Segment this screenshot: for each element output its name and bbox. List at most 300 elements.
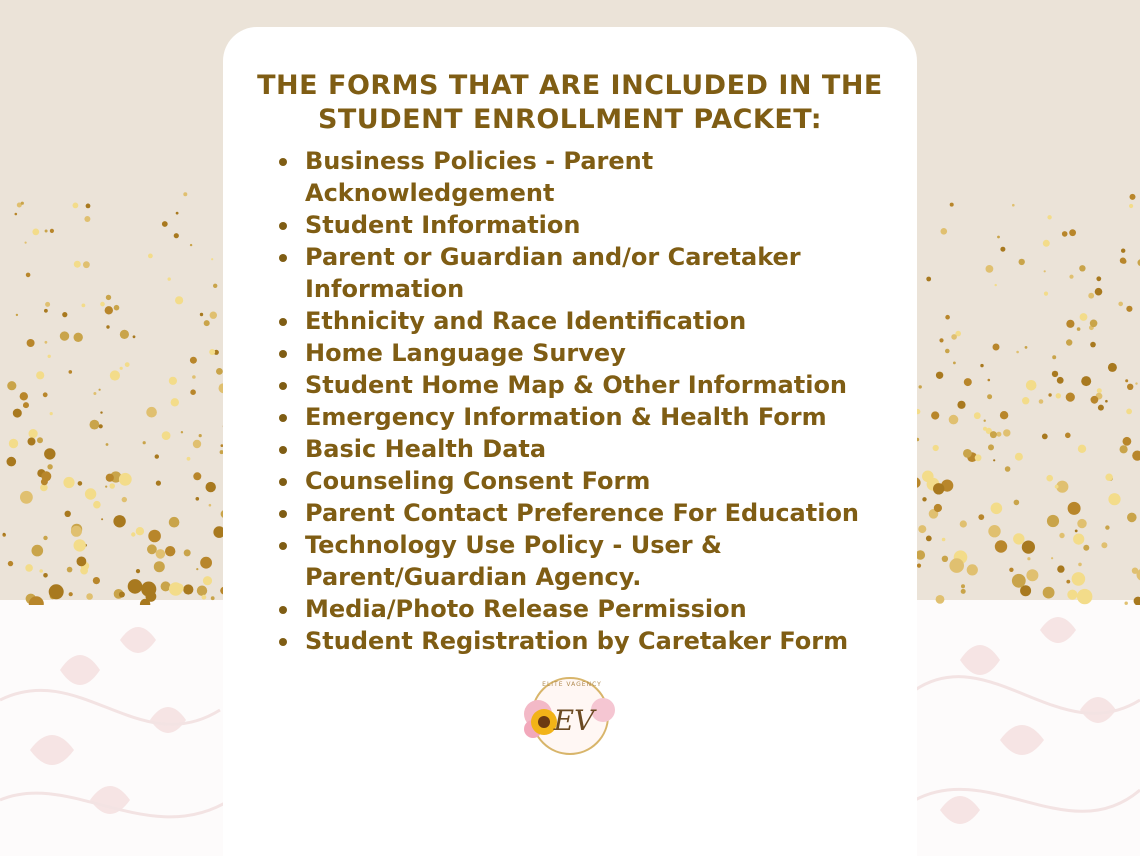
confetti-dot (1065, 433, 1071, 439)
confetti-dot (931, 411, 939, 419)
confetti-dot (133, 335, 136, 338)
confetti-dot (1043, 587, 1055, 599)
confetti-dot (1108, 363, 1117, 372)
confetti-dot (156, 481, 161, 486)
form-name: Business Policies - Parent Acknowledgement (305, 147, 654, 207)
svg-text:EV: EV (553, 704, 595, 737)
confetti-dot (65, 511, 71, 517)
form-name: Parent or Guardian and/or Caretaker Information (305, 243, 801, 303)
confetti-dot (200, 313, 203, 316)
confetti-dot (993, 459, 995, 461)
confetti-dot (1066, 393, 1075, 402)
confetti-dot (933, 483, 944, 494)
confetti-dot (1098, 405, 1104, 411)
confetti-dot (193, 472, 201, 480)
confetti-dot (1134, 597, 1140, 605)
confetti-dot (106, 295, 111, 300)
form-name: Student Registration by Caretaker Form (305, 627, 849, 655)
confetti-dot (210, 312, 217, 319)
confetti-dot (26, 273, 31, 278)
form-list-item (273, 625, 873, 657)
confetti-dot (120, 367, 123, 370)
confetti-dot (1059, 533, 1064, 538)
confetti-dot (1026, 569, 1038, 581)
confetti-dot (141, 582, 156, 597)
confetti-dot (1126, 409, 1132, 415)
confetti-dot (1132, 451, 1140, 461)
confetti-dot (211, 258, 213, 260)
confetti-dot (995, 540, 1007, 552)
confetti-dot (980, 364, 983, 367)
confetti-dot (936, 595, 945, 604)
confetti-dot (32, 229, 39, 236)
confetti-dot (100, 411, 102, 413)
confetti-dot (984, 420, 986, 422)
confetti-dot (1000, 411, 1008, 419)
confetti-dot (1091, 396, 1099, 404)
gold-confetti-right (915, 190, 1140, 605)
confetti-dot (1132, 568, 1138, 574)
form-name: Emergency Information & Health Form (305, 403, 827, 431)
confetti-dot (1135, 382, 1137, 384)
confetti-dot (919, 385, 922, 388)
confetti-dot (154, 561, 165, 572)
confetti-dot (213, 284, 217, 288)
confetti-dot (74, 261, 81, 268)
confetti-dot (1022, 541, 1035, 554)
forms-list (273, 145, 873, 657)
confetti-dot (1013, 533, 1024, 544)
confetti-dot (1047, 515, 1059, 527)
confetti-dot (1105, 400, 1108, 403)
form-list-item (273, 337, 873, 369)
confetti-dot (20, 491, 33, 504)
confetti-dot (110, 370, 120, 380)
confetti-dot (1009, 568, 1013, 572)
confetti-dot (1118, 302, 1123, 307)
confetti-dot (85, 488, 96, 499)
confetti-dot (1014, 500, 1020, 506)
confetti-dot (997, 236, 1000, 239)
confetti-dot (1125, 602, 1128, 605)
form-name: Technology Use Policy - User & Parent/Guardian Agency. (305, 531, 722, 591)
confetti-dot (169, 377, 177, 385)
confetti-dot (988, 379, 991, 382)
confetti-dot (922, 497, 926, 501)
confetti-dot (1057, 565, 1064, 572)
confetti-dot (106, 325, 109, 328)
confetti-dot (113, 515, 125, 527)
confetti-dot (44, 448, 55, 459)
confetti-dot (1121, 249, 1125, 253)
confetti-dot (136, 569, 140, 573)
confetti-dot (50, 229, 54, 233)
confetti-dot (1088, 293, 1094, 299)
confetti-dot (1044, 270, 1046, 272)
confetti-dot (945, 349, 950, 354)
confetti-dot (949, 558, 964, 573)
confetti-dot (84, 216, 90, 222)
confetti-dot (190, 357, 197, 364)
confetti-dot (1078, 445, 1086, 453)
confetti-dot (960, 520, 967, 527)
confetti-dot (1047, 215, 1051, 219)
confetti-dot (128, 579, 143, 594)
bullet-icon (279, 638, 287, 646)
confetti-dot (21, 202, 24, 205)
gold-confetti-left (0, 190, 230, 605)
confetti-dot (1120, 445, 1128, 453)
confetti-dot (1015, 453, 1023, 461)
confetti-dot (1069, 275, 1073, 279)
confetti-dot (1066, 339, 1072, 345)
confetti-dot (25, 242, 27, 244)
confetti-dot (1079, 265, 1085, 271)
confetti-dot (169, 517, 180, 528)
confetti-dot (44, 309, 48, 313)
confetti-dot (941, 228, 948, 235)
confetti-dot (993, 344, 1000, 351)
confetti-dot (1051, 557, 1053, 559)
confetti-dot (73, 203, 79, 209)
confetti-dot (50, 412, 53, 415)
confetti-dot (162, 221, 168, 227)
form-name: Media/Photo Release Permission (305, 595, 747, 623)
elite-vagency-logo (508, 674, 638, 758)
confetti-dot (37, 437, 43, 443)
confetti-dot (964, 378, 972, 386)
confetti-dot (1066, 580, 1070, 584)
confetti-dot (961, 589, 966, 594)
form-name: Parent Contact Preference For Education (305, 499, 860, 527)
confetti-dot (93, 392, 96, 395)
confetti-dot (1005, 466, 1011, 472)
confetti-dot (71, 526, 82, 537)
confetti-dot (36, 371, 44, 379)
confetti-dot (1075, 530, 1078, 533)
confetti-dot (74, 333, 83, 342)
confetti-dot (176, 212, 179, 215)
confetti-dot (199, 434, 202, 437)
confetti-dot (1043, 240, 1050, 247)
confetti-dot (83, 261, 90, 268)
confetti-dot (942, 538, 946, 542)
confetti-dot (1066, 320, 1074, 328)
confetti-dot (988, 525, 1000, 537)
confetti-dot (1125, 379, 1128, 382)
confetti-dot (25, 564, 33, 572)
confetti-dot (146, 407, 157, 418)
confetti-dot (60, 331, 69, 340)
confetti-dot (1127, 384, 1133, 390)
form-name: Home Language Survey (305, 339, 626, 367)
confetti-dot (200, 557, 212, 569)
form-name: Ethnicity and Race Identification (305, 307, 747, 335)
confetti-dot (987, 394, 992, 399)
confetti-dot (957, 401, 965, 409)
confetti-dot (74, 539, 86, 551)
confetti-dot (991, 503, 1003, 515)
confetti-dot (1129, 204, 1133, 208)
confetti-dot (174, 233, 179, 238)
confetti-dot (939, 338, 943, 342)
bullet-icon (279, 318, 287, 326)
confetti-dot (183, 192, 187, 196)
form-name: Counseling Consent Form (305, 467, 651, 495)
confetti-dot (1096, 276, 1101, 281)
form-list-item (273, 401, 873, 433)
confetti-dot (942, 556, 948, 562)
confetti-dot (1090, 342, 1096, 348)
confetti-dot (120, 330, 129, 339)
confetti-dot (1057, 377, 1064, 384)
confetti-dot (961, 584, 965, 588)
form-list-item (273, 465, 873, 497)
confetti-dot (953, 362, 956, 365)
confetti-dot (82, 304, 86, 308)
confetti-dot (1130, 194, 1136, 200)
confetti-dot (1090, 320, 1098, 328)
bullet-icon (279, 510, 287, 518)
confetti-dot (1097, 388, 1102, 393)
confetti-dot (136, 527, 144, 535)
confetti-dot (917, 564, 921, 568)
confetti-dot (3, 533, 6, 536)
bullet-icon (279, 446, 287, 454)
confetti-dot (20, 392, 28, 400)
confetti-dot (119, 592, 125, 598)
confetti-dot (918, 525, 926, 533)
bullet-icon (279, 542, 287, 550)
confetti-dot (950, 203, 954, 207)
form-list-item (273, 305, 873, 337)
confetti-dot (949, 415, 959, 425)
page-title: THE FORMS THAT ARE INCLUDED IN THE STUDENT ENROLLMENT PACKET: (257, 70, 883, 135)
form-list-item (273, 241, 873, 305)
confetti-dot (1026, 380, 1037, 391)
confetti-dot (1012, 204, 1015, 207)
confetti-dot (1055, 485, 1059, 489)
confetti-dot (196, 568, 198, 570)
confetti-dot (975, 454, 982, 461)
confetti-dot (9, 439, 18, 448)
confetti-dot (184, 549, 191, 556)
confetti-dot (934, 504, 942, 512)
confetti-dot (106, 474, 114, 482)
confetti-dot (1025, 346, 1028, 349)
bullet-icon (279, 606, 287, 614)
confetti-dot (190, 389, 196, 395)
confetti-dot (197, 586, 207, 596)
confetti-dot (216, 368, 223, 375)
confetti-dot (62, 312, 67, 317)
confetti-dot (1077, 327, 1081, 331)
confetti-dot (101, 518, 103, 520)
confetti-dot (1067, 590, 1077, 600)
bullet-icon (279, 254, 287, 262)
confetti-dot (181, 431, 183, 433)
confetti-dot (986, 265, 994, 273)
confetti-dot (23, 404, 26, 407)
confetti-dot (978, 514, 984, 520)
confetti-dot (1019, 259, 1025, 265)
confetti-dot (78, 481, 83, 486)
confetti-dot (80, 567, 88, 575)
confetti-dot (162, 431, 171, 440)
confetti-dot (43, 392, 48, 397)
bullet-icon (279, 350, 287, 358)
confetti-dot (933, 445, 939, 451)
confetti-dot (922, 471, 934, 483)
confetti-dot (63, 477, 74, 488)
confetti-dot (1056, 393, 1061, 398)
confetti-dot (193, 440, 201, 448)
confetti-dot (196, 497, 200, 501)
confetti-dot (995, 284, 997, 286)
confetti-dot (1105, 474, 1112, 481)
form-list-item (273, 529, 873, 593)
confetti-dot (148, 530, 161, 543)
confetti-dot (41, 478, 48, 485)
confetti-dot (69, 592, 73, 596)
confetti-dot (171, 398, 179, 406)
confetti-dot (28, 429, 37, 438)
content-card (223, 27, 917, 856)
confetti-dot (93, 577, 100, 584)
confetti-dot (990, 431, 997, 438)
confetti-dot (190, 244, 192, 246)
confetti-dot (148, 254, 153, 259)
confetti-dot (1077, 519, 1086, 528)
confetti-dot (86, 593, 93, 600)
confetti-dot (203, 576, 212, 585)
form-name: Basic Health Data (305, 435, 547, 463)
confetti-dot (32, 545, 44, 557)
confetti-dot (1046, 475, 1053, 482)
confetti-dot (204, 320, 210, 326)
confetti-dot (147, 544, 157, 554)
confetti-dot (131, 532, 135, 536)
confetti-dot (187, 457, 191, 461)
confetti-dot (99, 424, 103, 428)
confetti-dot (1048, 393, 1051, 396)
confetti-dot (1000, 247, 1005, 252)
confetti-dot (963, 449, 972, 458)
confetti-dot (1003, 429, 1010, 436)
confetti-dot (165, 546, 175, 556)
confetti-dot (988, 444, 994, 450)
bullet-icon (279, 158, 287, 166)
confetti-dot (27, 339, 35, 347)
confetti-dot (1105, 525, 1109, 529)
confetti-dot (45, 302, 50, 307)
confetti-dot (1068, 502, 1081, 515)
confetti-dot (1083, 545, 1089, 551)
confetti-dot (174, 583, 183, 592)
confetti-dot (206, 482, 216, 492)
confetti-dot (93, 501, 101, 509)
confetti-dot (119, 473, 132, 486)
confetti-dot (69, 370, 73, 374)
confetti-dot (15, 213, 18, 216)
confetti-dot (16, 314, 18, 316)
confetti-dot (47, 464, 52, 469)
confetti-dot (105, 486, 107, 488)
confetti-dot (8, 561, 13, 566)
form-list-item (273, 369, 873, 401)
confetti-dot (1016, 351, 1019, 354)
confetti-dot (114, 305, 120, 311)
confetti-dot (1022, 397, 1029, 404)
confetti-dot (1081, 376, 1091, 386)
confetti-dot (202, 595, 207, 600)
confetti-dot (7, 457, 17, 467)
confetti-dot (945, 315, 950, 320)
confetti-dot (122, 497, 127, 502)
confetti-dot (77, 557, 87, 567)
form-list-item (273, 497, 873, 529)
confetti-dot (1077, 589, 1092, 604)
confetti-dot (1127, 513, 1137, 523)
form-list-item (273, 209, 873, 241)
confetti-dot (45, 341, 48, 344)
confetti-dot (1126, 306, 1132, 312)
confetti-dot (1078, 563, 1082, 567)
confetti-dot (967, 564, 978, 575)
confetti-dot (156, 549, 166, 559)
confetti-dot (175, 296, 183, 304)
confetti-dot (100, 302, 105, 307)
confetti-dot (951, 334, 957, 340)
confetti-dot (209, 349, 215, 355)
confetti-dot (49, 584, 64, 599)
confetti-dot (1012, 574, 1026, 588)
confetti-dot (1080, 313, 1088, 321)
confetti-dot (1069, 229, 1076, 236)
svg-text:ELITE VAGENCY: ELITE VAGENCY (542, 681, 602, 688)
confetti-dot (13, 409, 22, 418)
confetti-dot (974, 412, 981, 419)
bullet-icon (279, 222, 287, 230)
form-name: Student Information (305, 211, 581, 239)
confetti-dot (99, 389, 101, 391)
confetti-dot (1095, 288, 1103, 296)
confetti-dot (28, 438, 36, 446)
confetti-dot (1101, 542, 1107, 548)
form-list-item (273, 593, 873, 625)
confetti-dot (1052, 371, 1058, 377)
confetti-dot (1062, 231, 1068, 237)
confetti-dot (1027, 557, 1030, 560)
form-list-item (273, 433, 873, 465)
confetti-dot (90, 420, 100, 430)
confetti-dot (926, 277, 931, 282)
confetti-dot (1108, 493, 1120, 505)
confetti-dot (1044, 292, 1048, 296)
bullet-icon (279, 382, 287, 390)
confetti-dot (192, 375, 196, 379)
confetti-dot (936, 372, 943, 379)
confetti-dot (155, 454, 159, 458)
confetti-dot (125, 362, 130, 367)
confetti-dot (1123, 437, 1132, 446)
confetti-dot (926, 536, 932, 542)
confetti-dot (1039, 399, 1044, 404)
confetti-dot (209, 504, 212, 507)
bullet-icon (279, 414, 287, 422)
confetti-dot (67, 567, 73, 573)
confetti-dot (183, 584, 193, 594)
